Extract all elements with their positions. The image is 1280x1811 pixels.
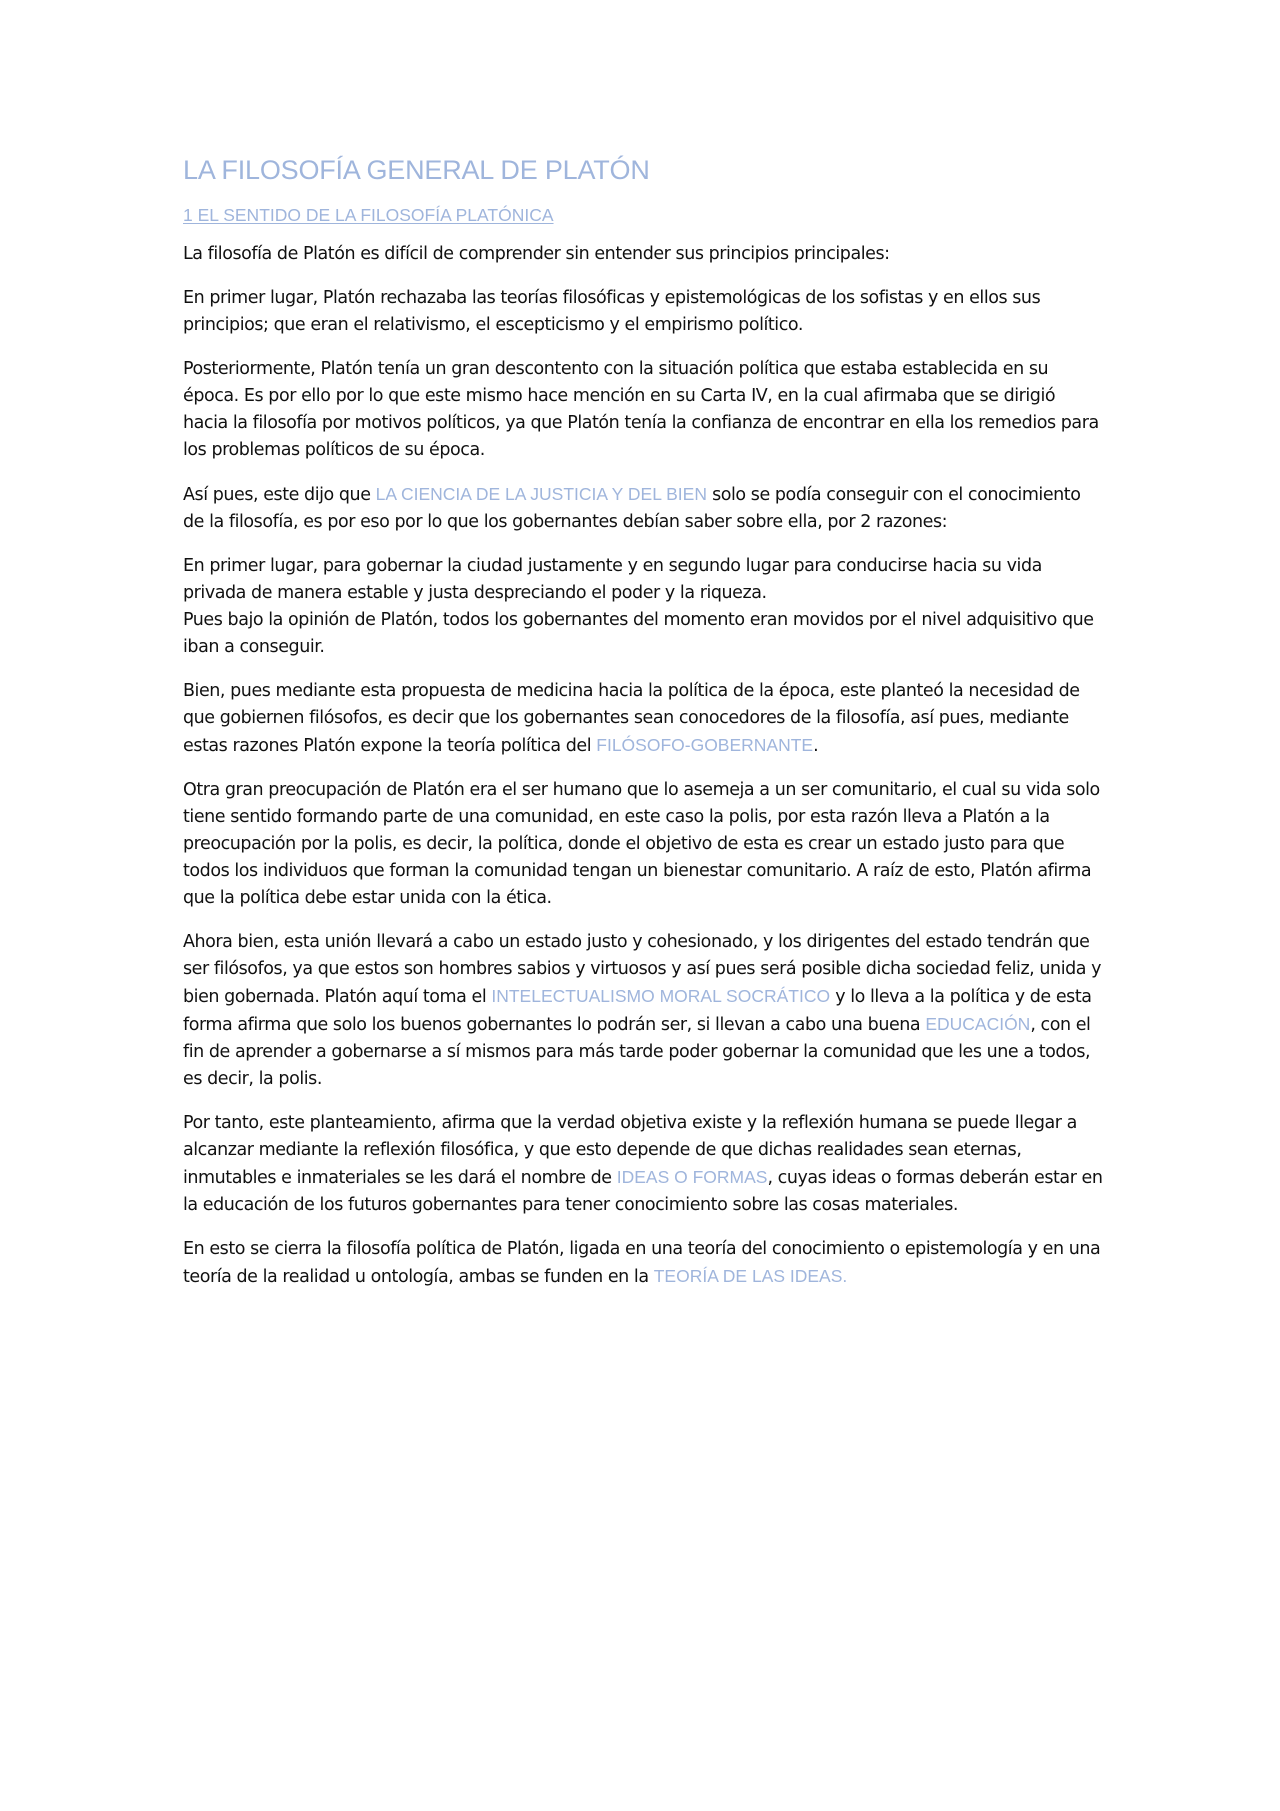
paragraph-ciencia-justicia (183, 481, 1105, 536)
text-run: Ahora bien, esta unión llevará a cabo un estado justo y cohesionado, y los dirigentes del estado tendrán que ser filósofos, ya que estos son hombres sabios y virtuosos y así pues será posible dicha sociedad feliz, unida y bien gobernada. Platón aquí toma el (183, 932, 1102, 1007)
text-run: , con el fin de aprender a gobernarse a sí mismos para más tarde poder gobernar la comunidad que les une a todos, es decir, la polis. (183, 1015, 1091, 1089)
paragraph-intelectualismo (183, 929, 1105, 1093)
highlight-ciencia-justicia: LA CIENCIA DE LA JUSTICIA Y DEL BIEN (375, 484, 707, 504)
text-run: . (813, 736, 819, 756)
highlight-ideas-formas: IDEAS O FORMAS (616, 1167, 768, 1187)
paragraph-ideas-formas (183, 1110, 1105, 1219)
text-run: Bien, pues mediante esta propuesta de medicina hacia la política de la época, este planteó la necesidad de que gobiernen filósofos, es decir que los gobernantes sean conocedores de la filosofía, así pues, mediante estas razones Platón expone la teoría política del (183, 681, 1080, 756)
highlight-filosofo-gobernante: FILÓSOFO-GOBERNANTE (596, 735, 814, 755)
text-run: solo se podía conseguir con el conocimiento de la filosofía, es por eso por lo que los gobernantes debían saber sobre ella, por 2 razones: (183, 485, 1081, 532)
text-run: En primer lugar, para gobernar la ciudad justamente y en segundo lugar para conducirse hacia su vida privada de manera estable y justa despreciando el poder y la riqueza. (183, 556, 1042, 603)
highlight-intelectualismo-moral: INTELECTUALISMO MORAL SOCRÁTICO (491, 986, 831, 1006)
paragraph-intro: La filosofía de Platón es difícil de comprender sin entender sus principios principales: (183, 244, 890, 264)
paragraph-razones (183, 553, 1105, 661)
paragraph-polis: Otra gran preocupación de Platón era el ser humano que lo asemeja a un ser comunitario, el cual su vida solo tiene sentido formando parte de una comunidad, en este caso la polis, por esta razón lleva a Platón a la preocupación por la polis, es decir, la política, donde el objetivo de esta es crear un estado justo para que todos los individuos que forman la comunidad tengan un bienestar comunitario. A raíz de esto, Platón afirma que la política debe estar unida con la ética. (183, 780, 1100, 908)
text-run: Pues bajo la opinión de Platón, todos los gobernantes del momento eran movidos por el nivel adquisitivo que iban a conseguir. (183, 610, 1094, 657)
text-run: , cuyas ideas o formas deberán estar en la educación de los futuros gobernantes para tener conocimiento sobre las cosas materiales. (183, 1168, 1103, 1215)
section-heading-link[interactable]: 1 EL SENTIDO DE LA FILOSOFÍA PLATÓNICA (183, 205, 554, 225)
paragraph-sofistas: En primer lugar, Platón rechazaba las teorías filosóficas y epistemológicas de los sofistas y en ellos sus principios; que eran el relativismo, el escepticismo y el empirismo político. (183, 288, 1041, 335)
paragraph-conclusion (183, 1236, 1105, 1291)
text-run: En esto se cierra la filosofía política de Platón, ligada en una teoría del conocimiento o epistemología y en una teoría de la realidad u ontología, ambas se funden en la (183, 1239, 1101, 1287)
highlight-teoria-ideas: TEORÍA DE LAS IDEAS. (653, 1266, 848, 1286)
document-title: LA FILOSOFÍA GENERAL DE PLATÓN (183, 155, 650, 185)
text-run: Así pues, este dijo que (183, 485, 376, 505)
paragraph-descontento: Posteriormente, Platón tenía un gran descontento con la situación política que estaba establecida en su época. Es por ello por lo que este mismo hace mención en su Carta IV, en la cual afirmaba que se dirigió hacia la filosofía por motivos políticos, ya que Platón tenía la confianza de encontrar en ella los remedios para los problemas políticos de su época. (183, 359, 1099, 460)
text-run: y lo lleva a la política y de esta forma afirma que solo los buenos gobernantes lo podrán ser, si llevan a cabo una buena (183, 987, 1092, 1035)
paragraph-filosofo-gobernante (183, 678, 1105, 760)
document-page (183, 150, 1105, 1308)
text-run: Por tanto, este planteamiento, afirma que la verdad objetiva existe y la reflexión humana se puede llegar a alcanzar mediante la reflexión filosófica, y que esto depende de que dichas realidades sean eternas, inmutables e inmateriales se les dará el nombre de (183, 1113, 1077, 1188)
highlight-educacion: EDUCACIÓN (925, 1014, 1031, 1034)
